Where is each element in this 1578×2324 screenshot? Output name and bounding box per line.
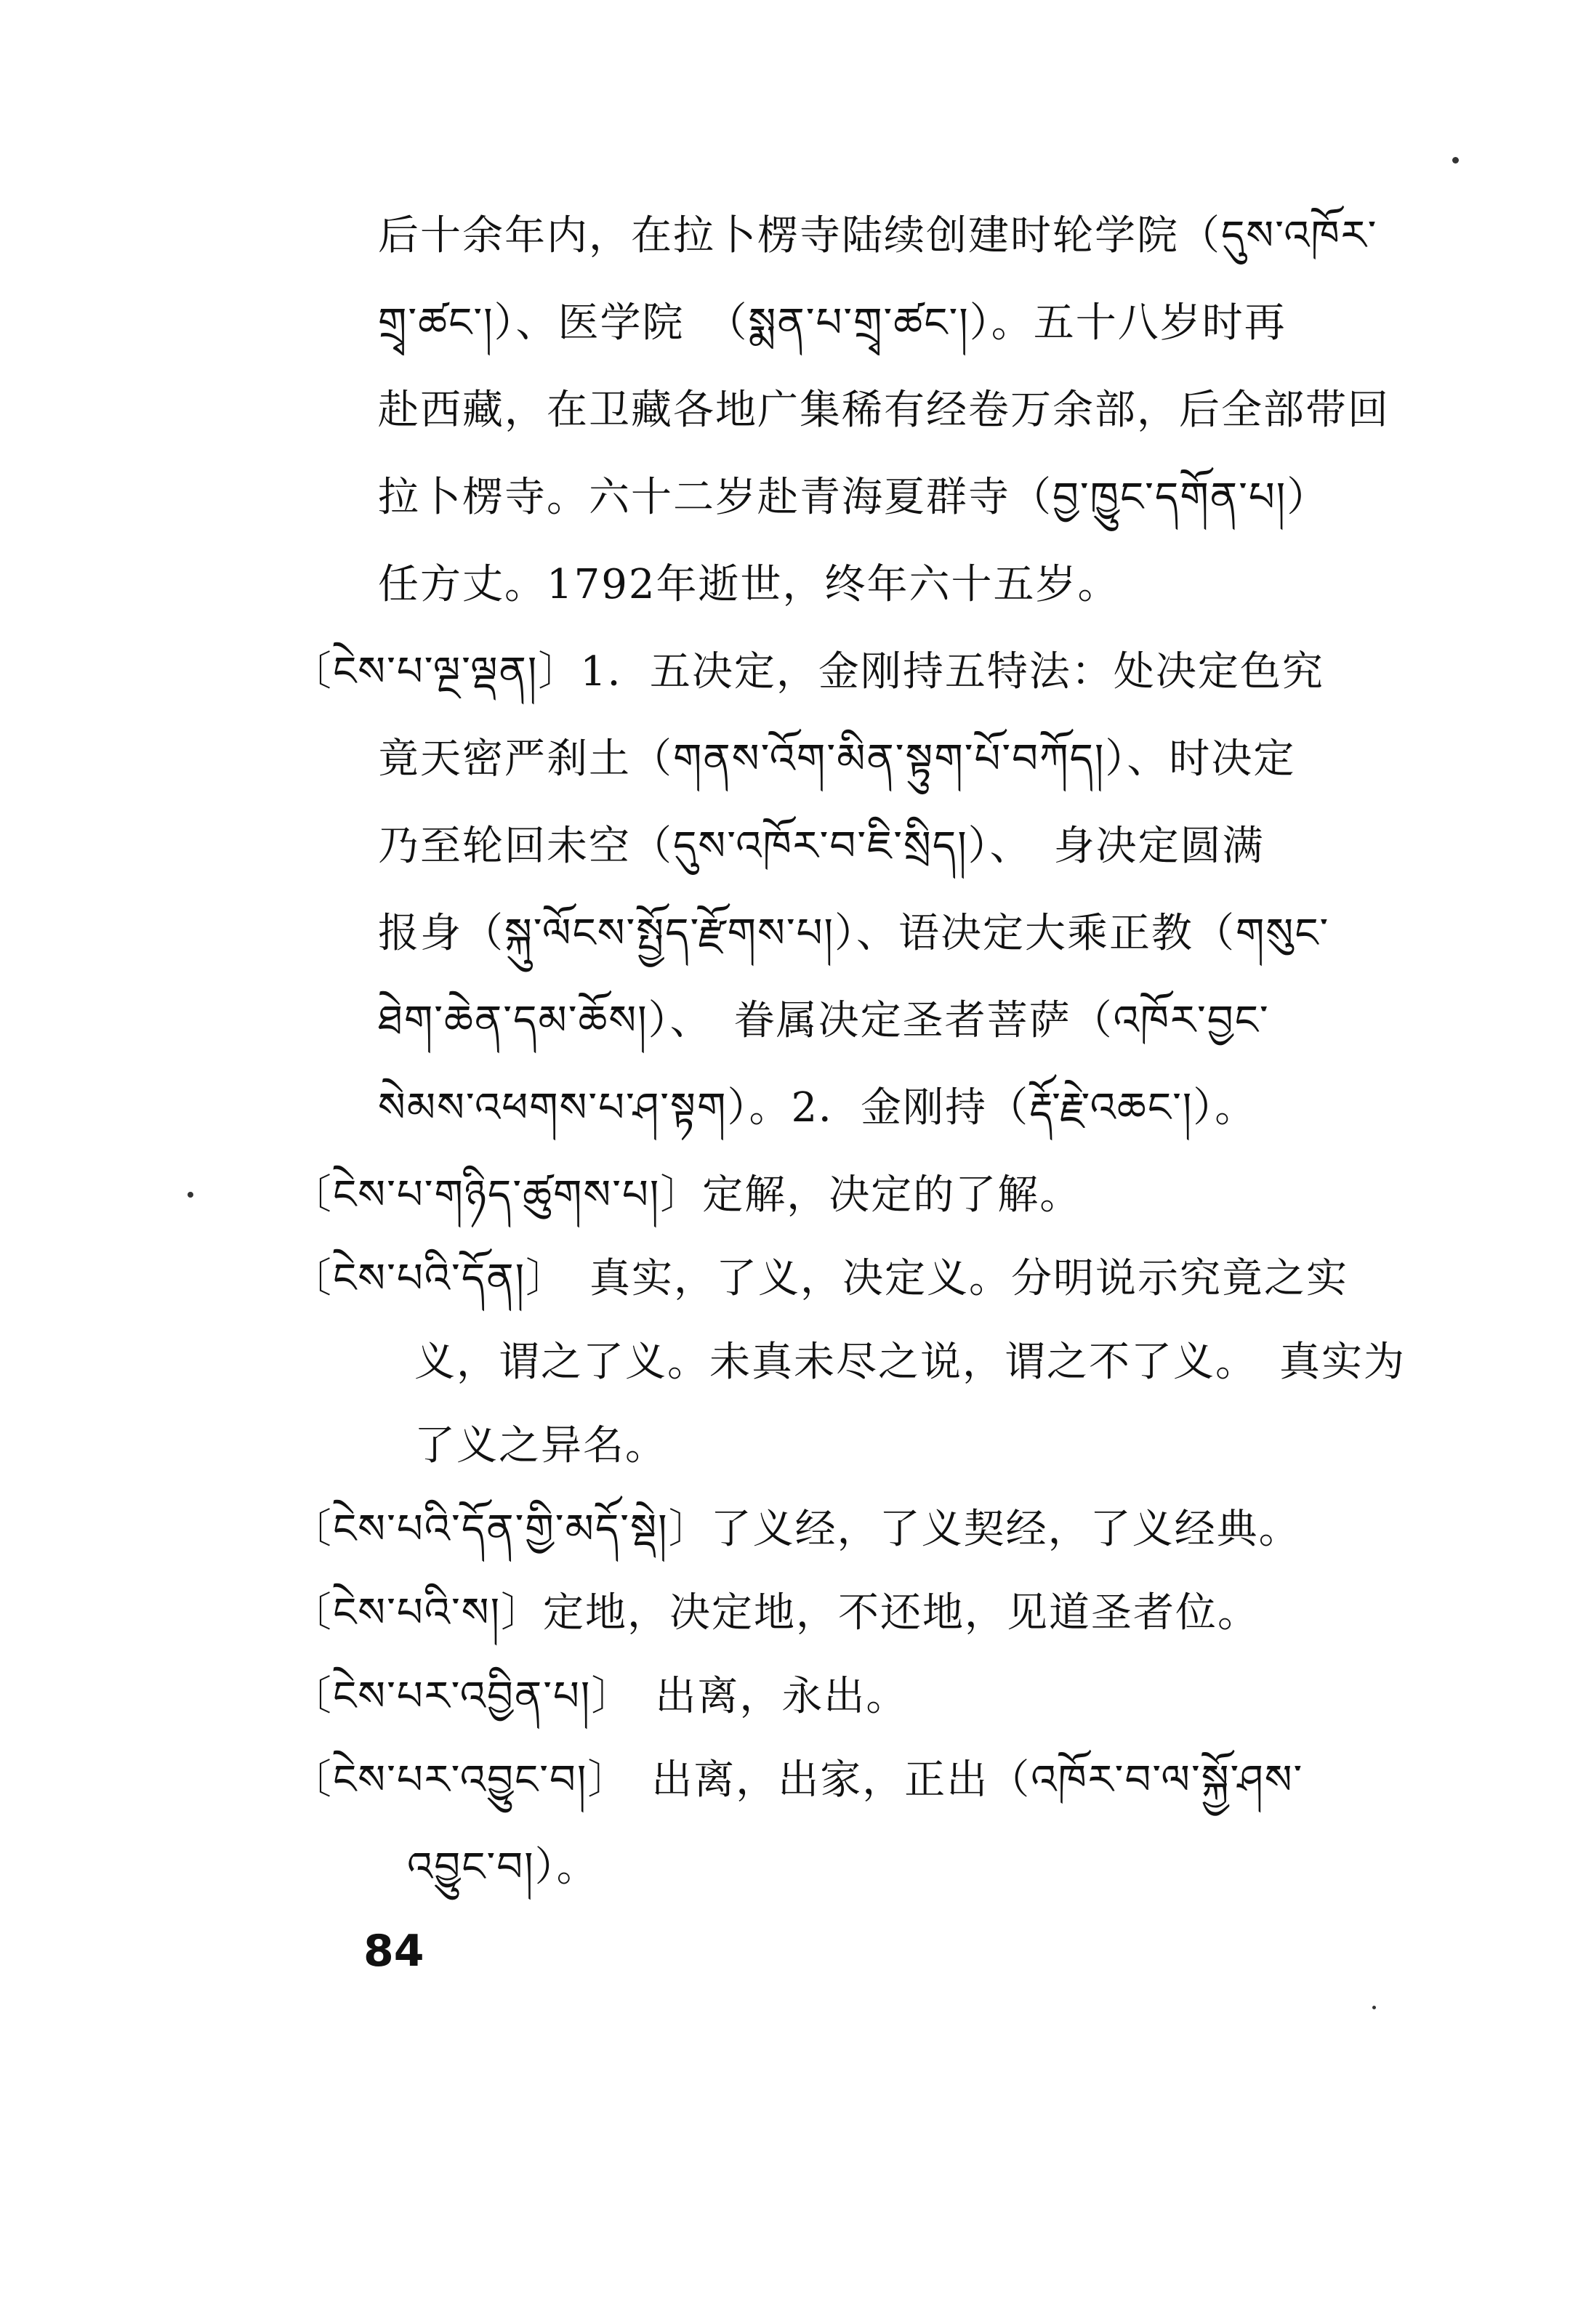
entry-line: 〔ངེས་པར་འབྱིན་པ།〕 出离，永出。 — [291, 1673, 909, 1720]
entry-line: 〔ངེས་པའི་དོན།〕 真实，了义，决定义。分明说示究竟之实 — [291, 1255, 1349, 1302]
scan-speck — [1452, 157, 1459, 164]
entry-line: 〔ངེས་པར་འབྱུང་བ།〕 出离，出家，正出（འཁོར་བ་ལ་སྐྱོ་ཤས་ — [291, 1756, 1304, 1804]
text-line: འབྱུང་བ།）。 — [407, 1844, 599, 1891]
text-line: 乃至轮回未空（དུས་འཁོར་བ་ཇི་སྲིད།）、 身决定圆满 — [378, 823, 1265, 870]
text-line: 拉卜楞寺。六十二岁赴青海夏群寺（བྱ་ཁྱུང་དགོན་པ།） — [378, 474, 1329, 521]
scan-speck — [1372, 2006, 1376, 2009]
text-line: 报身（སྐུ་ལོངས་སྤྱོད་རྫོགས་པ།）、语决定大乘正教（གསུང་ — [378, 910, 1330, 957]
entry-line: 〔ངེས་པ་ལྔ་ལྡན།〕1．五决定，金刚持五特法：处决定色究 — [291, 648, 1324, 695]
entry-line: 〔ངེས་པའི་དོན་གྱི་མདོ་སྡེ།〕了义经，了义契经，了义经典。 — [291, 1506, 1301, 1553]
page-number: 84 — [363, 1926, 424, 1977]
text-line: 后十余年内，在拉卜楞寺陆续创建时轮学院（དུས་འཁོར་ — [378, 212, 1378, 259]
text-line: 义，谓之了义。未真未尽之说，谓之不了义。 真实为 — [414, 1339, 1406, 1386]
entry-line: 〔ངེས་པའི་ས།〕定地，决定地，不还地，见道圣者位。 — [291, 1589, 1260, 1637]
text-line: 赴西藏，在卫藏各地广集稀有经卷万余部，后全部带回 — [378, 387, 1390, 434]
scan-speck — [188, 1192, 193, 1198]
text-line: སེམས་འཕགས་པ་ཤ་སྟག）。2．金刚持（རྡོ་རྗེ་འཆང་།）。 — [378, 1084, 1257, 1131]
text-line: 了义之异名。 — [414, 1422, 667, 1469]
entry-line: 〔ངེས་པ་གཉིད་ཚུགས་པ།〕定解，决定的了解。 — [291, 1171, 1082, 1219]
text-line: 竟天密严刹土（གནས་འོག་མིན་སྟུག་པོ་བཀོད།）、时决定 — [378, 735, 1296, 783]
text-line: 任方丈。1792年逝世，终年六十五岁。 — [378, 561, 1120, 608]
text-line: ཐེག་ཆེན་དམ་ཆོས།）、 眷属决定圣者菩萨（འཁོར་བྱང་ — [378, 997, 1270, 1044]
text-line: གྲྭ་ཚང་།）、医学院 （སྨན་པ་གྲྭ་ཚང་།）。五十八岁时再 — [378, 299, 1287, 347]
